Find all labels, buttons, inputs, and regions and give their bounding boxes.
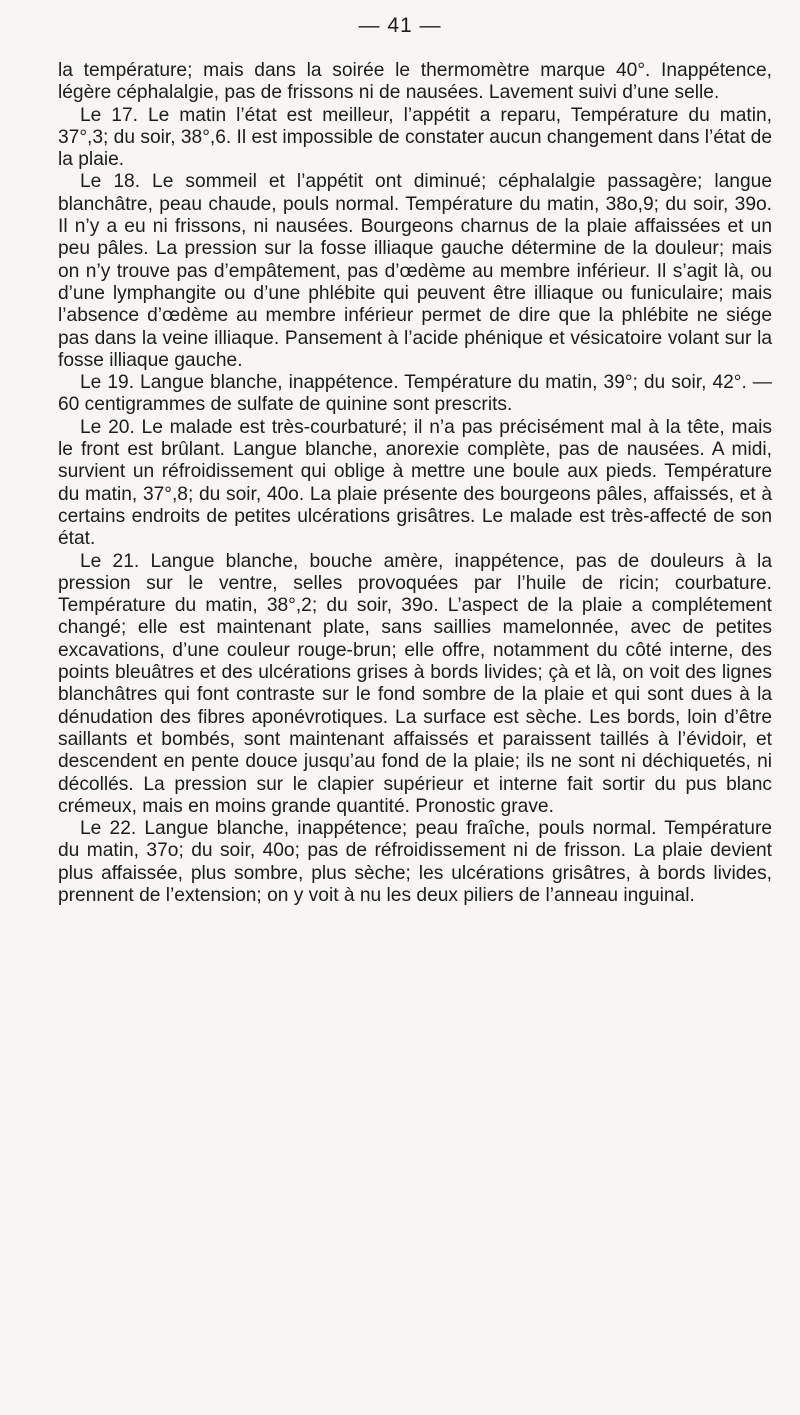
body-text: [58, 60, 772, 907]
paragraph-day-22: Le 22. Langue blanche, inappétence; peau fraîche, pouls normal. Température du matin, 37o; du soir, 40o; pas de réfroidissement ni de frisson. La plaie devient plus affaissée, plus sombre, plus sèche; les ulcérations grisâtres, à bords livides, prennent de l’extension; on y voit à nu les deux piliers de l’anneau inguinal.: [58, 818, 772, 906]
paragraph-day-17: Le 17. Le matin l’état est meilleur, l’appétit a reparu, Température du matin, 37°,3; du soir, 38°,6. Il est impossible de constater aucun changement dans l’état de la plaie.: [58, 104, 772, 171]
paragraph-continuation: la température; mais dans la soirée le thermomètre marque 40°. Inappétence, légère céphalalgie, pas de frissons ni de nausées. Lavement suivi d’une selle.: [58, 60, 772, 104]
paragraph-day-21: Le 21. Langue blanche, bouche amère, inappétence, pas de douleurs à la pression sur le ventre, selles provoquées par l’huile de ricin; courbature. Température du matin, 38°,2; du soir, 39o. L’aspect de la plaie a complétement changé; elle est maintenant plate, sans saillies mamelonnée, avec de petites excavations, d’une couleur rouge-brun; elle offre, notamment du côté interne, des points bleuâtres et des ulcérations grises à bords livides; çà et là, on voit des lignes blanchâtres qui font contraste sur le fond sombre de la plaie et qui sont dues à la dénudation des fibres aponévrotiques. La surface est sèche. Les bords, loin d’être saillants et bombés, sont maintenant affaissés et paraissent taillés à l’évidoir, et descendent en pente douce jusqu’au fond de la plaie; ils ne sont ni déchiquetés, ni décollés. La pression sur le clapier supérieur et interne fait sortir du pus blanc crémeux, mais en moins grande quantité. Pronostic grave.: [58, 550, 772, 817]
page-number: — 41 —: [358, 14, 442, 37]
paragraph-day-19: Le 19. Langue blanche, inappétence. Température du matin, 39°; du soir, 42°. — 60 centigrammes de sulfate de quinine sont prescrits.: [58, 372, 772, 416]
paragraph-day-20: Le 20. Le malade est très-courbaturé; il n’a pas précisément mal à la tête, mais le front est brûlant. Langue blanche, anorexie complète, pas de nausées. A midi, survient un réfroidissement qui oblige à mettre une boule aux pieds. Température du matin, 37°,8; du soir, 40o. La plaie présente des bourgeons pâles, affaissés, et à certains endroits de petites ulcérations grisâtres. Le malade est très-affecté de son état.: [58, 416, 772, 550]
paragraph-day-18: Le 18. Le sommeil et l’appétit ont diminué; céphalalgie passagère; langue blanchâtre, peau chaude, pouls normal. Température du matin, 38o,9; du soir, 39o. Il n’y a eu ni frissons, ni nausées. Bourgeons charnus de la plaie affaissées et un peu pâles. La pression sur la fosse illiaque gauche détermine de la douleur; mais on n’y trouve pas d’empâtement, pas d’œdème au membre inférieur. Il s’agit là, ou d’une lymphangite ou d’une phlébite qui peuvent être illiaque ou funiculaire; mais l’absence d’œdème au membre inférieur permet de dire que la phlébite ne siége pas dans la veine illiaque. Pansement à l’acide phénique et vésicatoire volant sur la fosse illiaque gauche.: [58, 171, 772, 371]
